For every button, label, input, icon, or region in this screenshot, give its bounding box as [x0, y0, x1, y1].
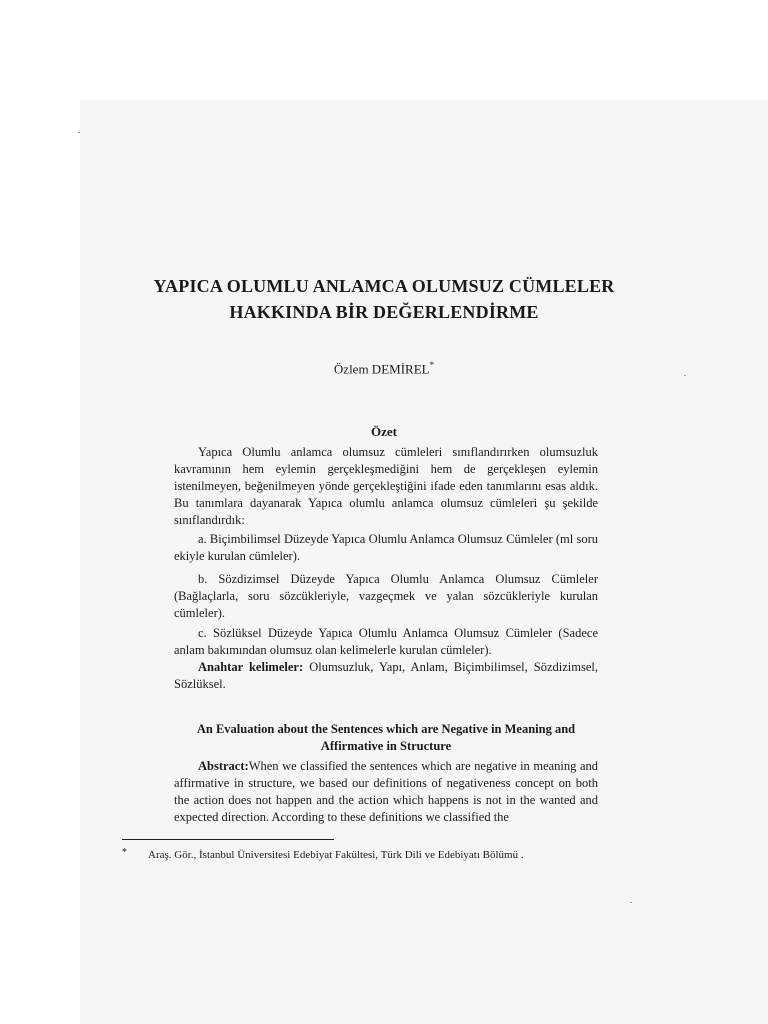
- keywords-paragraph: [174, 659, 598, 693]
- ozet-item-c: c. Sözlüksel Düzeyde Yapıca Olumlu Anlamca Olumsuz Cümleler (Sadece anlam bakımından olumsuz olan kelimelerle kurulan cümleler).: [174, 626, 598, 657]
- ozet-item-b: b. Sözdizimsel Düzeyde Yapıca Olumlu Anlamca Olumsuz Cümleler (Bağlaçlarla, soru sözcükleriyle, vazgeçmek ve yalan sözcükleriyle kurulan cümleler).: [174, 572, 598, 620]
- footnote-mark: *: [122, 847, 127, 858]
- paper-title-line-2: HAKKINDA BİR DEĞERLENDİRME: [229, 302, 539, 322]
- author-footnote-mark: *: [429, 360, 435, 370]
- abstract-label: Abstract:: [198, 759, 249, 773]
- footnote-divider: [122, 839, 334, 840]
- english-title-heading: An Evaluation about the Sentences which are Negative in Meaning and Affirmative in Structure: [196, 722, 576, 753]
- scan-speck: [630, 902, 632, 903]
- paper-title-line-1: YAPICA OLUMLU ANLAMCA OLUMSUZ CÜMLELER: [153, 276, 615, 296]
- abstract-text: When we classified the sentences which are negative in meaning and affirmative in structure, we based our definitions of negativeness concept on both the action does not happen and the action which happens is not in the wanted and expected direction. According to these definitions we classified the: [174, 759, 598, 824]
- ozet-heading: Özet: [371, 424, 397, 439]
- english-abstract-paragraph: [174, 758, 598, 826]
- keywords-label: Anahtar kelimeler:: [198, 660, 304, 674]
- author-name: Özlem DEMİREL: [333, 361, 430, 377]
- keywords-list: Olumsuzluk, Yapı, Anlam, Biçimbilimsel, Sözdizimsel, Sözlüksel.: [174, 660, 598, 691]
- scan-speck: [78, 132, 80, 133]
- ozet-intro-paragraph: Yapıca Olumlu anlamca olumsuz cümleleri sınıflandırırken olumsuzluk kavramının hem eylemin gerçekleşmediğini hem de gerçekleşen eylemin istenilmeyen, beğenilmeyen yönde gerçekleştiğini ifade eden tanımlarını esas aldık. Bu tanımlara dayanarak Yapıca olumlu anlamca olumsuz cümleleri şu şekilde sınıflandırdık:: [174, 445, 598, 527]
- author-line: [0, 360, 768, 377]
- footnote-text: Araş. Gör., İstanbul Üniversitesi Edebiyat Fakültesi, Türk Dili ve Edebiyatı Bölümü .: [148, 849, 524, 861]
- ozet-item-a: a. Biçimbilimsel Düzeyde Yapıca Olumlu Anlamca Olumsuz Cümleler (ml soru ekiyle kurulan cümleler).: [174, 532, 598, 563]
